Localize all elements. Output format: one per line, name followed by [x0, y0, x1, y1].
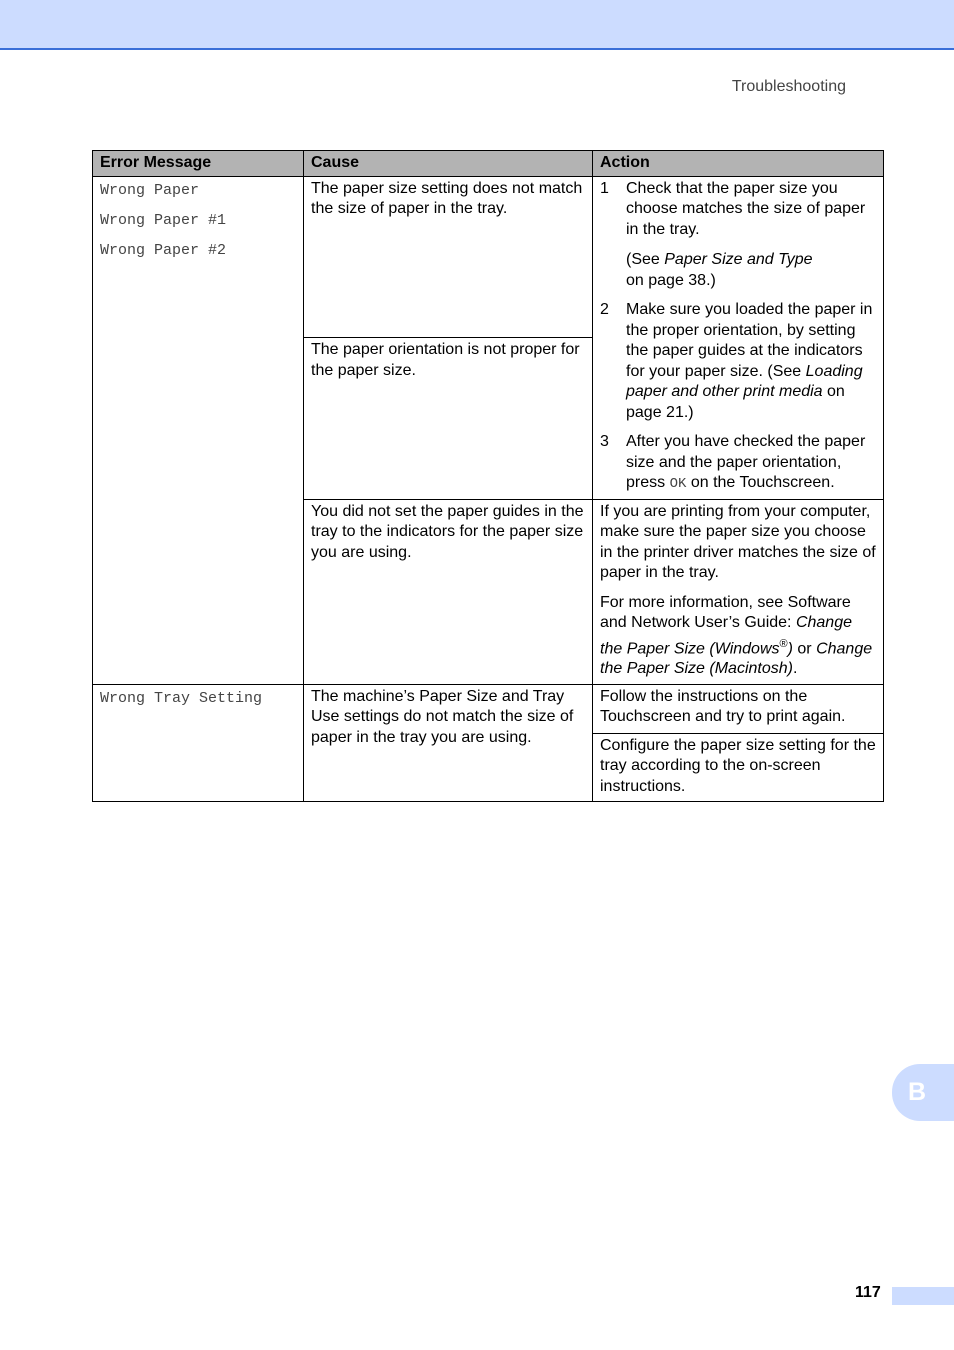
step-number: 1 — [600, 179, 609, 197]
error-code: Wrong Paper — [100, 181, 200, 199]
top-header-band — [0, 0, 954, 50]
action-step — [600, 300, 876, 423]
more-info: For more information, see Software and Network User’s Guide: Change the Paper Size (Windows®) or Change the Paper Size (Macintosh). — [600, 593, 873, 678]
cause-cell — [304, 499, 593, 684]
step-number: 2 — [600, 301, 609, 318]
error-cell-wrong-paper — [93, 176, 304, 684]
action-step — [600, 179, 876, 292]
cause-text: You did not set the paper guides in the tray to the indicators for the paper size you are using. — [311, 502, 584, 561]
cause-cell — [304, 684, 593, 802]
step-reference: (See Loading paper and other print media on page 21.) — [626, 362, 863, 421]
error-code: Wrong Paper #1 — [100, 211, 227, 229]
table-row — [93, 176, 884, 338]
error-cell-wrong-tray — [93, 684, 304, 802]
action-cell-driver — [593, 499, 884, 684]
table-row — [93, 684, 884, 733]
step-number: 3 — [600, 433, 609, 450]
step-reference: (See Paper Size and Type on page 38.) — [626, 251, 813, 289]
action-cell — [593, 684, 884, 733]
action-cell-steps — [593, 176, 884, 499]
step-text: Make sure you loaded the paper in the proper orientation, by setting the paper guides at the indicators for your paper size. — [626, 301, 873, 380]
page-number: 117 — [855, 1284, 881, 1301]
step-text: Check that the paper size you choose matches the size of paper in the tray. — [626, 179, 866, 238]
action-cell — [593, 733, 884, 802]
error-code: Wrong Tray Setting — [100, 689, 263, 707]
cause-text: The paper orientation is not proper for the paper size. — [311, 341, 580, 379]
error-message-table — [92, 150, 884, 802]
header-error-message: Error Message — [93, 151, 304, 177]
step-text: After you have checked the paper size and the paper orientation, press OK on the Touchscreen. — [626, 433, 866, 492]
cause-cell — [304, 176, 593, 338]
cause-cell — [304, 338, 593, 500]
action-text: Follow the instructions on the Touchscreen and try to print again. — [600, 687, 846, 726]
cause-text: The paper size setting does not match the size of paper in the tray. — [311, 179, 583, 217]
error-code: Wrong Paper #2 — [100, 241, 227, 259]
running-header: Troubleshooting — [731, 78, 846, 95]
ok-key-label: OK — [669, 476, 687, 492]
action-text: Configure the paper size setting for the tray according to the on-screen instructions. — [600, 736, 876, 795]
action-step — [600, 432, 876, 495]
header-action: Action — [593, 151, 884, 177]
cause-text: The machine’s Paper Size and Tray Use settings do not match the size of paper in the tray you are using. — [311, 687, 574, 746]
table-header-row — [93, 151, 884, 177]
driver-instructions: If you are printing from your computer, make sure the paper size you choose in the printer driver matches the size of paper in the tray. — [600, 502, 876, 581]
footer-bar — [892, 1287, 954, 1305]
header-cause: Cause — [304, 151, 593, 177]
chapter-tab-b: B — [892, 1064, 954, 1121]
